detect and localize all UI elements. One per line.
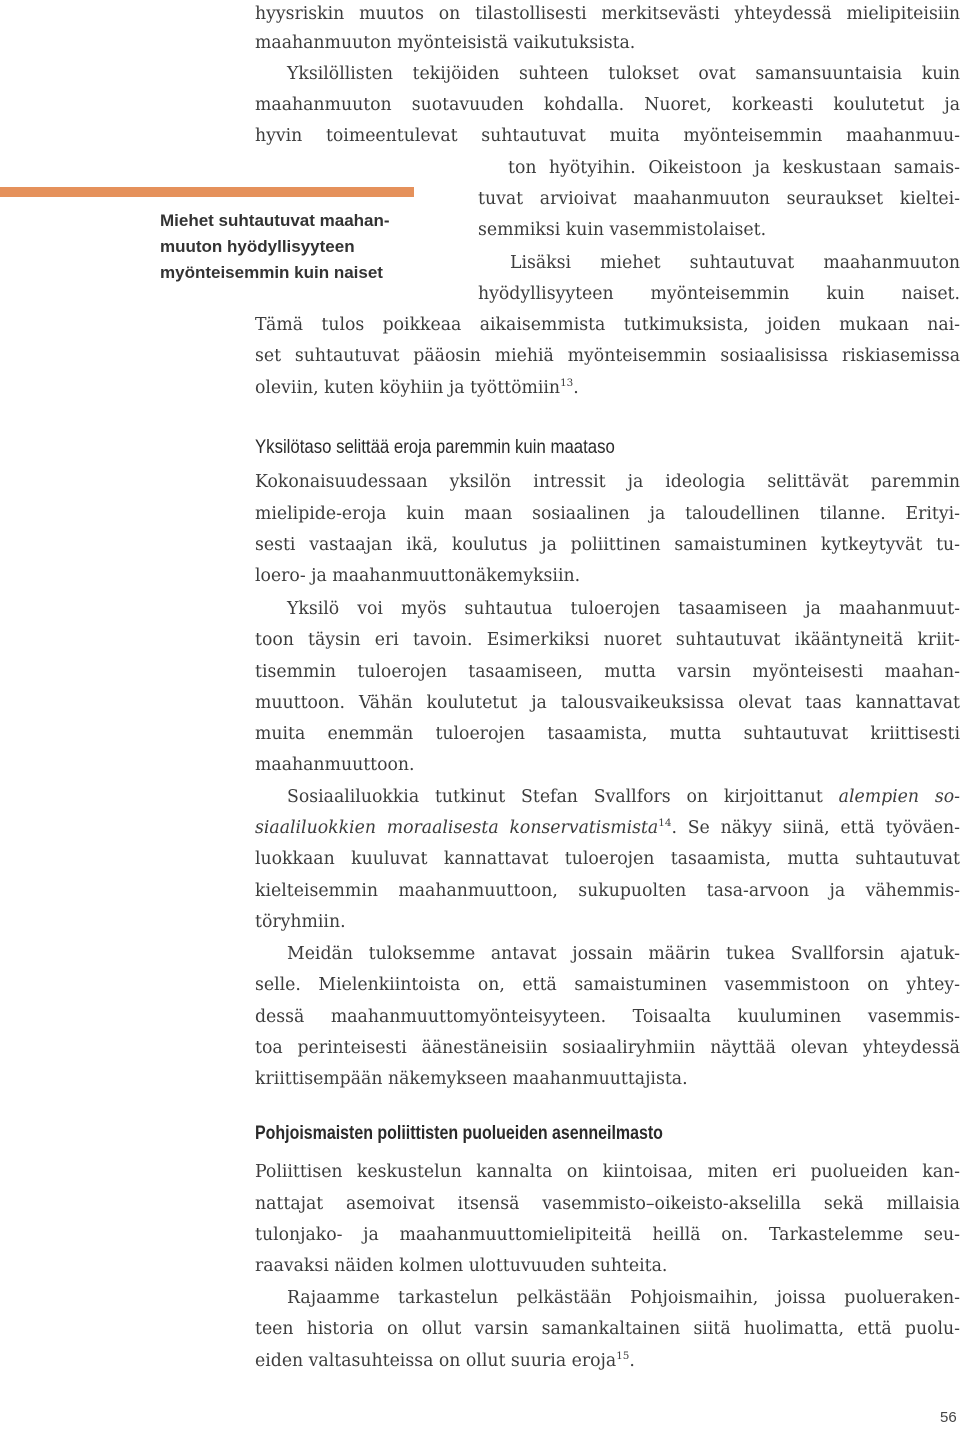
italic-span: alempien so- (838, 787, 960, 807)
text-line: sesti vastaajan ikä, koulutus ja poliittinen samaistuminen kytkeytyvät tu- (255, 535, 960, 555)
text-line: mielipide-eroja kuin maan sosiaalinen ja taloudellinen tilanne. Erityi- (255, 504, 960, 524)
text-line: Yksilöllisten tekijöiden suhteen tulokset ovat samansuuntaisia kuin (287, 64, 960, 84)
italic-span: siaaliluokkien moraalisesta konservatismista (255, 818, 659, 838)
pullquote-line: muuton hyödyllisyyteen (160, 237, 355, 256)
text-span: Sosiaaliluokkia tutkinut Stefan Svallfors on kirjoittanut (287, 787, 839, 807)
text-span: oleviin, kuten köyhiin ja työttömiin (255, 378, 561, 398)
text-line: tisemmin tuloerojen tasaamiseen, mutta varsin myönteisesti maahan- (255, 662, 960, 682)
text-line: dessä maahanmuuttomyönteisyyteen. Toisaalta kuuluminen vasemmis- (255, 1007, 960, 1027)
text-span: . (573, 378, 579, 398)
text-line: luokkaan kuuluvat kannattavat tuloerojen tasaamista, mutta suhtautuvat (255, 849, 960, 869)
text-line (287, 782, 960, 813)
pullquote-line: Miehet suhtautuvat maahan- (160, 211, 390, 230)
text-line: tulonjako- ja maahanmuuttomielipiteitä heillä on. Tarkastelemme seu- (255, 1225, 960, 1245)
footnote-ref: 15 (616, 1350, 630, 1363)
footnote-ref: 13 (560, 377, 574, 390)
text-line: muuttoon. Vähän koulutetut ja talousvaikeuksissa olevat taas kannattavat (255, 693, 960, 713)
text-line (255, 1346, 635, 1377)
text-span: . (629, 1351, 635, 1371)
pullquote-accent-bar (0, 187, 414, 197)
text-line: tuvat arvioivat maahanmuuton seuraukset kieltei- (478, 189, 960, 209)
text-line: ton hyötyihin. Oikeistoon ja keskustaan samais- (508, 158, 960, 178)
text-line: kriittisempään näkemykseen maahanmuuttajista. (255, 1069, 688, 1089)
text-line: selle. Mielenkiintoista on, että samaistuminen vasemmistoon on yhtey- (255, 975, 960, 995)
text-line: Yksilö voi myös suhtautua tuloerojen tasaamiseen ja maahanmuut- (287, 599, 960, 619)
text-line: toon täysin eri tavoin. Esimerkiksi nuoret suhtautuvat ikääntyneitä kriit- (255, 630, 960, 650)
text-line: loero- ja maahanmuuttonäkemyksiin. (255, 566, 581, 586)
text-line: maahanmuuttoon. (255, 755, 415, 775)
text-line: hyvin toimeentulevat suhtautuvat muita myönteisemmin maahanmuu- (255, 126, 960, 146)
text-line: semmiksi kuin vasemmistolaiset. (478, 220, 767, 240)
text-line: maahanmuuton suotavuuden kohdalla. Nuoret, korkeasti koulutetut ja (255, 95, 960, 115)
text-line: Tämä tulos poikkeaa aikaisemmista tutkimuksista, joiden mukaan nai- (255, 315, 960, 335)
text-line: set suhtautuvat pääosin miehiä myönteisemmin sosiaalisissa riskiasemissa (255, 346, 960, 366)
text-line: nattajat asemoivat itsensä vasemmisto–oikeisto-akselilla sekä millaisia (255, 1194, 960, 1214)
text-span: eiden valtasuhteissa on ollut suuria eroja (255, 1351, 617, 1371)
text-line: Lisäksi miehet suhtautuvat maahanmuuton (510, 253, 960, 273)
section-heading: Pohjoismaisten poliittisten puolueiden asenneilmasto (255, 1123, 663, 1144)
text-line (255, 813, 960, 844)
footnote-ref: 14 (658, 817, 672, 830)
text-line: toa perinteisesti äänestäneisiin sosiaaliryhmiin näyttää olevan yhteydessä (255, 1038, 960, 1058)
pullquote-line: myönteisemmin kuin naiset (160, 263, 383, 282)
text-line: maahanmuuton myönteisistä vaikutuksista. (255, 33, 636, 53)
text-line: töryhmiin. (255, 912, 346, 932)
text-line: hyödyllisyyteen myönteisemmin kuin naiset. (478, 284, 960, 304)
text-line: Meidän tuloksemme antavat jossain määrin tukea Svallforsin ajatuk- (287, 944, 960, 964)
text-line: hyysriskin muutos on tilastollisesti merkitsevästi yhteydessä mielipiteisiin (255, 4, 960, 24)
text-line: Rajaamme tarkastelun pelkästään Pohjoismaihin, joissa puolueraken- (287, 1288, 960, 1308)
text-line (255, 373, 579, 404)
page-number: 56 (940, 1409, 957, 1426)
text-line: muita enemmän tuloerojen tasaamista, mutta suhtautuvat kriittisesti (255, 724, 960, 744)
text-span: . Se näkyy siinä, että työväen- (671, 818, 960, 838)
section-heading: Yksilötaso selittää eroja paremmin kuin maataso (255, 436, 615, 458)
text-line: teen historia on ollut varsin samankaltainen siitä huolimatta, että puolu- (255, 1319, 960, 1339)
text-line: kielteisemmin maahanmuuttoon, sukupuolten tasa-arvoon ja vähemmis- (255, 881, 960, 901)
text-line: Poliittisen keskustelun kannalta on kiintoisaa, miten eri puolueiden kan- (255, 1162, 960, 1182)
text-line: raavaksi näiden kolmen ulottuvuuden suhteita. (255, 1256, 668, 1276)
text-line: Kokonaisuudessaan yksilön intressit ja ideologia selittävät paremmin (255, 472, 960, 492)
